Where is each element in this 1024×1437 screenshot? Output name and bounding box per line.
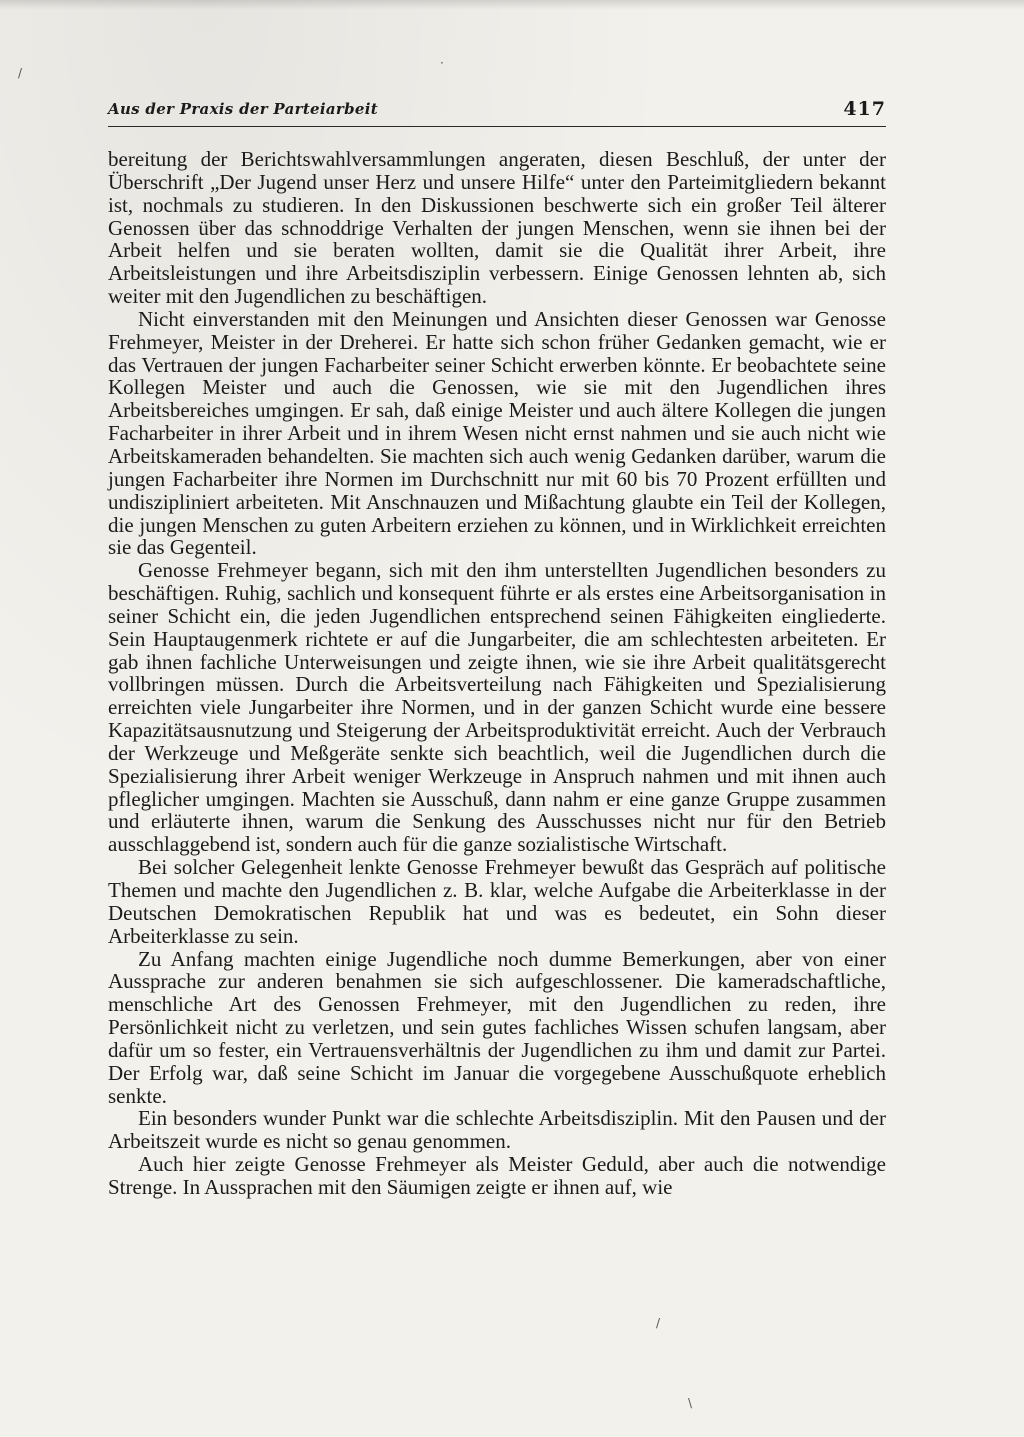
page-number: 417 — [843, 98, 886, 120]
scan-speck: \ — [688, 1396, 693, 1410]
page-top-shadow — [0, 0, 1024, 10]
paragraph: Zu Anfang machten einige Jugendliche noch dumme Bemerkungen, aber von einer Aussprache zur anderen benahmen sie sich aufgeschlossener. Die kameradschaftliche, menschliche Art des Genossen Frehmeyer, mit den Jugendlichen zu reden, ihre Persönlichkeit nicht zu verletzen, und sein gutes fachliches Wissen schufen langsam, aber dafür um so fester, ein Vertrauensverhältnis der Jugendlichen zu ihm und damit zur Partei. Der Erfolg war, daß seine Schicht im Januar die vorgegebene Ausschußquote erheblich senkte. — [108, 946, 886, 1108]
paragraph: Nicht einverstanden mit den Meinungen und Ansichten dieser Genossen war Genosse Frehmeyer, Meister in der Dreherei. Er hatte sich schon früher Gedanken gemacht, wie er das Vertrauen der jungen Facharbeiter seiner Schicht erwerben könnte. Er beobachtete seine Kollegen Meister und auch die Genossen, wie sie mit den Jugendlichen ihres Arbeitsbereiches umgingen. Er sah, daß einige Meister und auch ältere Kollegen die jungen Facharbeiter in ihrer Arbeit und in ihrem Wesen nicht ernst nahmen und sie auch nicht wie Arbeitskameraden behandelten. Sie machten sich auch wenig Gedanken darüber, warum die jungen Facharbeiter ihre Normen im Durchschnitt nur mit 60 bis 70 Prozent erfüllten und undiszipliniert arbeiteten. Mit Anschnauzen und Mißachtung glaubte ein Teil der Kollegen, die jungen Menschen zu guten Arbeitern erziehen zu können, und in Wirklichkeit erreichten sie das Gegenteil. — [108, 306, 886, 560]
article-body — [108, 148, 886, 1199]
paragraph: Bei solcher Gelegenheit lenkte Genosse Frehmeyer bewußt das Gespräch auf politische Themen und machte den Jugendlichen z. B. klar, welche Aufgabe die Arbeiterklasse in der Deutschen Demokratischen Republik hat und was es bedeutet, ein Sohn dieser Arbeiterklasse zu sein. — [108, 855, 886, 948]
paragraph: Ein besonders wunder Punkt war die schlechte Arbeitsdisziplin. Mit den Pausen und der Arbeitszeit wurde es nicht so genau genommen. — [108, 1106, 886, 1154]
scan-speck: / — [656, 1316, 661, 1330]
scan-speck: · — [440, 56, 444, 70]
paragraph: Genosse Frehmeyer begann, sich mit den ihm unterstellten Jugendlichen besonders zu beschäftigen. Ruhig, sachlich und konsequent führte er als erstes eine Arbeitsorganisation in seiner Schicht ein, die jeden Jugendlichen entsprechend seinen Fähigkeiten eingliederte. Sein Hauptaugenmerk richtete er auf die Jungarbeiter, die am schlechtesten arbeiteten. Er gab ihnen fachliche Unterweisungen und zeigte ihnen, wie sie ihre Arbeit qualitätsgerecht vollbringen müssen. Durch die Arbeitsverteilung nach Fähigkeiten und Spezialisierung erreichten viele Jungarbeiter ihre Normen, und in der ganzen Schicht wurde eine bessere Kapazitätsausnutzung und Steigerung der Arbeitsproduktivität erreicht. Auch der Verbrauch der Werkzeuge und Meßgeräte senkte sich beachtlich, weil die Jugendlichen durch die Spezialisierung ihrer Arbeit weniger Werkzeuge in Anspruch nahmen und mit ihnen auch pfleglicher umgingen. Machten sie Ausschuß, dann nahm er eine ganze Gruppe zusammen und erläuterte ihnen, warum die Senkung des Ausschusses nicht nur für den Betrieb ausschlaggebend ist, sondern auch für die ganze sozialistische Wirtschaft. — [108, 558, 886, 857]
paragraph: Auch hier zeigte Genosse Frehmeyer als Meister Geduld, aber auch die notwendige Strenge. In Aussprachen mit den Säumigen zeigte er ihnen auf, wie — [108, 1152, 886, 1199]
running-head — [108, 98, 886, 128]
running-title: Aus der Praxis der Parteiarbeit — [108, 100, 378, 118]
paragraph: bereitung der Berichtswahlversammlungen angeraten, diesen Beschluß, der unter der Überschrift „Der Jugend unser Herz und unsere Hilfe“ unter den Parteimitgliedern bekannt ist, nochmals zu studieren. In den Diskussionen beschwerte sich ein großer Teil älterer Genossen über das schnoddrige Verhalten der jungen Menschen, wenn sie ihnen bei der Arbeit helfen und sie beraten wollten, damit sie die Qualität ihrer Arbeit, ihre Arbeitsleistungen und ihre Arbeitsdisziplin verbessern. Einige Genossen lehnten ab, sich weiter mit den Jugendlichen zu beschäftigen. — [108, 147, 886, 309]
scan-speck: / — [18, 66, 23, 80]
header-rule — [108, 126, 886, 127]
